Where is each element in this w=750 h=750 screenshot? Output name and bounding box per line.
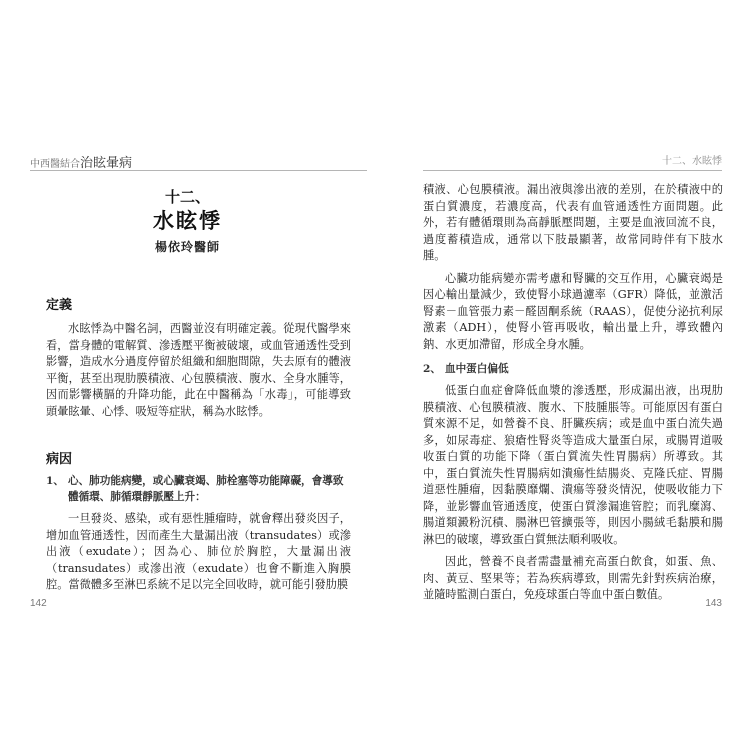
page-number-left: 142 [30,598,47,609]
right-subheading-2 [423,361,723,377]
definition-paragraph: 水眩悸為中醫名詞，西醫並沒有明確定義。從現代醫學來看，當身體的電解質、滲透壓平衡被破壞，或血管通透性受到影響，造成水分過度停留於組織和細胞間隙，失去原有的體液平衡，甚至出現肋膜積液、心包膜積液、腹水、全身水腫等，因而影響橫膈的升降功能，此在中醫稱為「水毒」，可能導致頭暈眩暈、心悸、吸短等症狀，稱為水眩悸。 [46,322,351,418]
chapter-title: 水眩悸 [153,208,222,233]
subheading-text: 血中蛋白偏低 [445,363,509,375]
header-rule [423,170,722,171]
running-header-left [30,152,132,171]
section-etiology [46,448,351,594]
chapter-author: 楊依玲醫師 [154,240,220,254]
section-heading-etiology: 病因 [46,452,73,467]
right-paragraph-4: 因此，營養不良者需盡量補充高蛋白飲食，如蛋、魚、肉、黃豆、堅果等；若為疾病導致，則需先針對疾病治療，並隨時監測白蛋白，免疫球蛋白等血中蛋白數值。 [423,555,723,601]
running-header-series: 中西醫結合 [30,159,80,170]
right-paragraph-2: 心臟功能病變亦需考慮和腎臟的交互作用，心臟衰竭是因心輸出量減少，致使腎小球過濾率（GFR）降低，並激活腎素－血管張力素－醛固酮系統（RAAS），促使分泌抗利尿激素（ADH），使腎小管再吸收，輸出量上升，導致體內鈉、水更加滯留，形成全身水腫。 [423,271,723,351]
right-page [375,0,750,750]
chapter-number: 十二、 [164,188,210,206]
subheading-number: 2、 [423,363,441,375]
subheading-text: 心、肺功能病變，或心臟衰竭、肺栓塞等功能障礙，會導致體循環、肺循環靜脈壓上升： [68,475,344,503]
section-definition [46,294,351,420]
section-heading-definition: 定義 [46,298,73,313]
etiology-subheading-1 [46,473,351,505]
page-number-right: 143 [705,598,722,609]
etiology-paragraph: 一旦發炎、感染，或有惡性腫瘤時，就會釋出發炎因子，增加血管通透性，因而產生大量漏出液（transudates）或滲出液（exudate）；因為心、肺位於胸腔，大量漏出液（transudates）或滲出液（exudate）也會不斷進入胸膜腔。當微體多至淋巴系統不足以完全回收時，就可能引發肋膜 [46,512,351,591]
running-header-book: 治眩暈病 [80,156,133,171]
header-rule [30,170,367,171]
right-paragraph-1: 積液、心包膜積液。漏出液與滲出液的差別，在於積液中的蛋白質濃度，若濃度高，代表有血管通透性方面問題。此外，若有體循環則為高靜脈壓問題，主要是血液回流不良，過度蓄積造成，通常以下肢最顯著，故常同時伴有下肢水腫。 [423,183,723,262]
running-header-right: 十二、水眩悸 [662,156,722,167]
subheading-number: 1、 [46,475,64,487]
right-paragraph-3: 低蛋白血症會降低血漿的滲透壓，形成漏出液，出現肋膜積液、心包膜積液、腹水、下肢腫脹等。可能原因有蛋白質來源不足，如營養不良、肝臟疾病；或是血中蛋白流失過多，如尿毒症、狼瘡性腎炎等造成大量蛋白尿，或腸胃道吸收蛋白質的功能下降（蛋白質流失性胃腸病）所導致。其中，蛋白質流失性胃腸病如潰瘍性結腸炎、克隆氏症、胃腸道惡性腫瘤，因黏膜靡爛、潰瘍等發炎情況，使吸收能力下降，並影響血管通透度，使蛋白質滲漏進管腔；而乳糜瀉、腸道類澱粉沉積、腸淋巴管擴張等，則因小腸絨毛黏膜和腸淋巴的破壞，導致蛋白質無法順利吸收。 [423,384,723,546]
right-text-column [423,182,723,604]
